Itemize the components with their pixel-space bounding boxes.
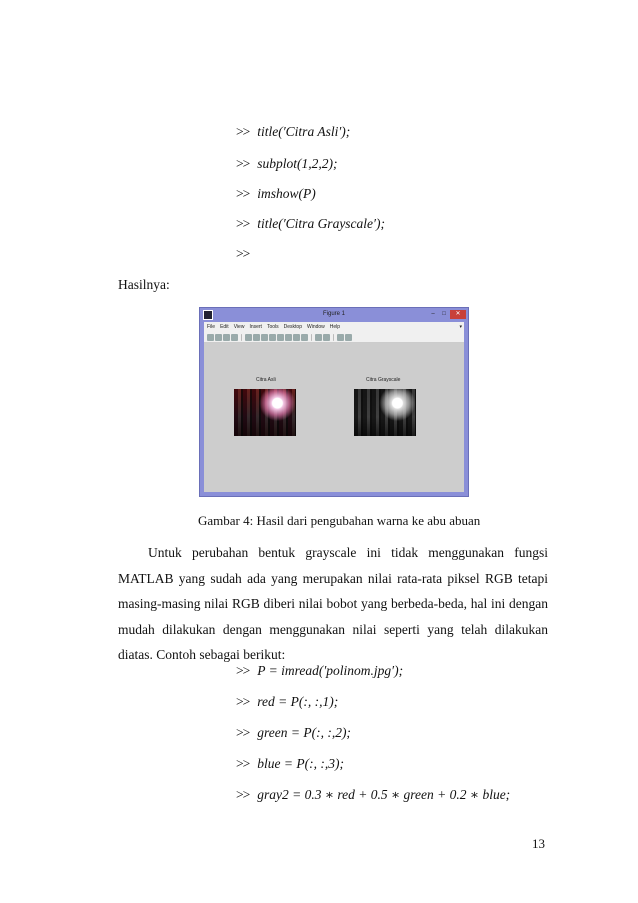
prompt: >> — [236, 186, 250, 201]
figure-title: Figure 1 — [322, 311, 345, 317]
prompt: >> — [236, 156, 250, 171]
legend-icon[interactable] — [323, 334, 330, 341]
code-line — [236, 156, 337, 172]
code-line — [236, 787, 510, 803]
code-text: green = P(:, :,2); — [257, 725, 351, 740]
code-line — [236, 246, 257, 262]
code-text: title(′Citra Asli′); — [257, 124, 351, 139]
code-text: red = P(:, :,1); — [257, 694, 339, 709]
toolbar-separator — [311, 334, 312, 341]
brush-icon[interactable] — [293, 334, 300, 341]
prompt: >> — [236, 787, 250, 802]
code-text: blue = P(:, :,3); — [257, 756, 344, 771]
show-plot-tools-icon[interactable] — [345, 334, 352, 341]
code-text: subplot(1,2,2); — [257, 156, 338, 171]
menu-desktop[interactable]: Desktop — [283, 324, 302, 330]
left-axes-title: Citra Asli — [256, 377, 276, 383]
figure-title-bar — [200, 308, 468, 322]
body-paragraph — [118, 540, 548, 668]
prompt: >> — [236, 216, 250, 231]
figure-caption: Gambar 4: Hasil dari pengubahan warna ke abu abuan — [198, 513, 481, 528]
zoom-in-icon[interactable] — [253, 334, 260, 341]
menu-view[interactable]: View — [233, 324, 245, 330]
code-line — [236, 216, 385, 232]
link-icon[interactable] — [301, 334, 308, 341]
hide-plot-tools-icon[interactable] — [337, 334, 344, 341]
prompt: >> — [236, 725, 250, 740]
open-file-icon[interactable] — [215, 334, 222, 341]
code-text: imshow(P) — [257, 186, 316, 201]
menu-help[interactable]: Help — [329, 324, 341, 330]
code-line — [236, 124, 350, 140]
code-text: gray2 = 0.3 ∗ red + 0.5 ∗ green + 0.2 ∗ blue; — [257, 787, 511, 802]
code-text: title(′Citra Grayscale′); — [257, 216, 385, 231]
figure-menu-bar — [204, 322, 464, 332]
pointer-icon[interactable] — [245, 334, 252, 341]
new-figure-icon[interactable] — [207, 334, 214, 341]
menu-arrow-icon[interactable]: ▾ — [459, 324, 462, 330]
close-button[interactable]: ✕ — [450, 310, 466, 319]
maximize-button[interactable]: □ — [442, 311, 446, 317]
prompt: >> — [236, 124, 250, 139]
rotate-icon[interactable] — [277, 334, 284, 341]
zoom-out-icon[interactable] — [261, 334, 268, 341]
result-label: Hasilnya: — [118, 277, 170, 292]
toolbar-separator — [241, 334, 242, 341]
code-text: P = imread(′polinom.jpg′); — [257, 663, 404, 678]
figure-canvas — [204, 343, 464, 492]
paragraph-text: Untuk perubahan bentuk grayscale ini tidak menggunakan fungsi MATLAB yang sudah ada yang merupakan nilai rata-rata piksel RGB tetapi masing-masing nilai RGB diberi nilai bobot yang berbeda-beda, hal ini dengan mudah dilakukan dengan menggunakan nilai seperti yang telah dilakukan diatas. Contoh sebagai berikut: — [118, 545, 548, 662]
code-line — [236, 756, 344, 772]
menu-file[interactable]: File — [207, 324, 216, 330]
page-number: 13 — [532, 836, 545, 851]
menu-insert[interactable]: Insert — [249, 324, 262, 330]
prompt: >> — [236, 663, 250, 678]
menu-tools[interactable]: Tools — [266, 324, 279, 330]
pan-icon[interactable] — [269, 334, 276, 341]
save-icon[interactable] — [223, 334, 230, 341]
print-icon[interactable] — [231, 334, 238, 341]
code-line — [236, 186, 316, 202]
right-axes-title: Citra Grayscale — [366, 377, 401, 383]
original-image — [234, 389, 296, 436]
minimize-button[interactable]: – — [431, 311, 435, 317]
menu-window[interactable]: Window — [306, 324, 325, 330]
code-line — [236, 663, 403, 679]
code-line — [236, 725, 351, 741]
colorbar-icon[interactable] — [315, 334, 322, 341]
menu-edit[interactable]: Edit — [220, 324, 229, 330]
data-cursor-icon[interactable] — [285, 334, 292, 341]
matlab-figure-window — [199, 307, 469, 497]
toolbar-separator — [333, 334, 334, 341]
figure-toolbar — [204, 332, 464, 343]
prompt: >> — [236, 756, 250, 771]
grayscale-image — [354, 389, 416, 436]
prompt: >> — [236, 246, 250, 261]
prompt: >> — [236, 694, 250, 709]
code-line — [236, 694, 338, 710]
